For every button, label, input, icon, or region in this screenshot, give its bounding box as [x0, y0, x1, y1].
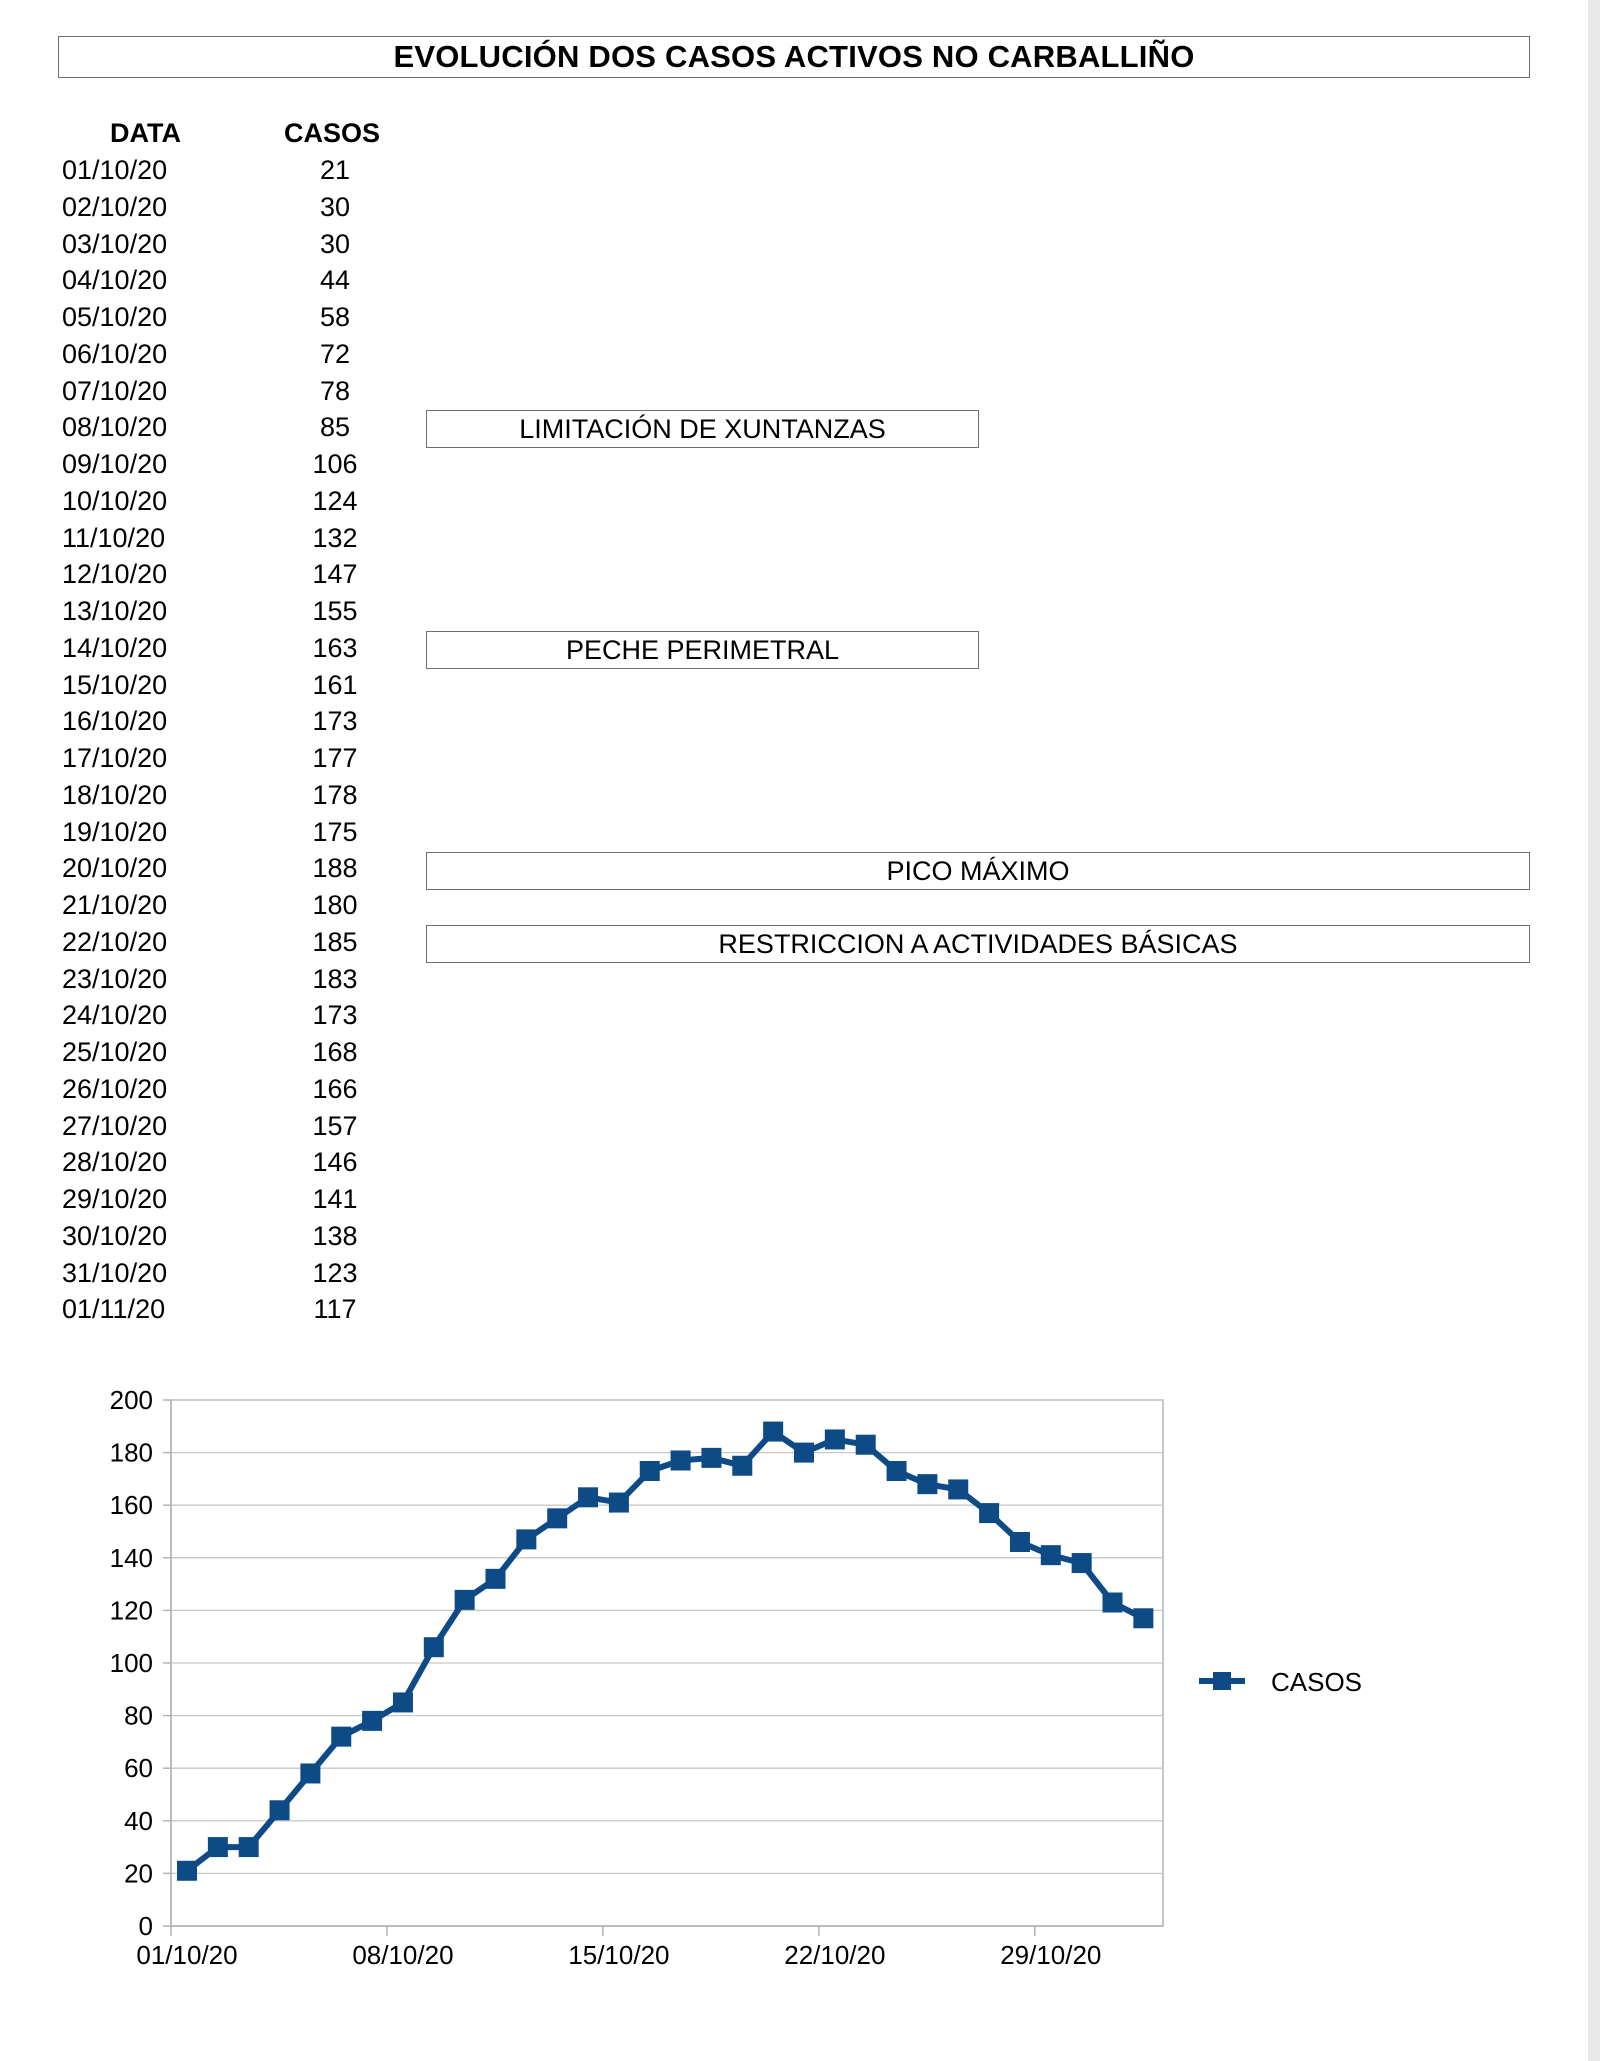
table-cell-cases: 58	[319, 302, 351, 332]
table-cell-date: 01/11/20	[62, 1294, 166, 1325]
legend-marker	[1213, 1672, 1231, 1690]
table-row	[0, 1109, 400, 1146]
table-cell-date: 15/10/20	[62, 669, 168, 700]
x-tick-label: 29/10/20	[1000, 1940, 1102, 1970]
table-row	[0, 190, 400, 227]
y-tick-label: 140	[109, 1542, 153, 1573]
table-cell-cases: 123	[312, 1257, 358, 1288]
data-point	[917, 1474, 937, 1494]
table-cell-date: 25/10/20	[62, 1037, 168, 1067]
line-chart	[0, 1360, 1600, 2000]
table-cell-date: 05/10/20	[62, 302, 168, 332]
data-point	[331, 1727, 351, 1747]
data-point	[1103, 1593, 1123, 1613]
table-row	[0, 962, 400, 999]
table-cell-date: 23/10/20	[62, 963, 168, 994]
note-restriccion: RESTRICCION A ACTIVIDADES BÁSICAS	[426, 925, 1530, 963]
table-cell-cases: 175	[312, 816, 358, 847]
y-tick-label: 200	[109, 1385, 153, 1415]
table-row	[0, 1072, 400, 1109]
table-row	[0, 1182, 400, 1219]
table-row	[0, 1035, 400, 1072]
table-row	[0, 594, 400, 631]
table-cell-date: 31/10/20	[62, 1257, 168, 1288]
data-point	[887, 1461, 907, 1481]
table-row	[0, 447, 400, 484]
table-cell-date: 16/10/20	[62, 706, 168, 737]
table-cell-date: 14/10/20	[62, 632, 168, 663]
data-point	[393, 1692, 413, 1712]
x-tick-label: 22/10/20	[784, 1940, 886, 1970]
table-cell-cases: 44	[319, 265, 351, 296]
table-row	[0, 631, 400, 668]
table-cell-date: 20/10/20	[62, 853, 168, 884]
table-row	[0, 337, 400, 374]
data-point	[609, 1493, 629, 1513]
table-cell-date: 28/10/20	[62, 1147, 168, 1178]
data-point	[300, 1763, 320, 1783]
data-point	[763, 1422, 783, 1442]
data-point	[948, 1479, 968, 1499]
table-row	[0, 668, 400, 705]
note-peche-perimetral: PECHE PERIMETRAL	[426, 631, 979, 669]
table-row	[0, 227, 400, 264]
table-cell-cases: 85	[319, 412, 351, 443]
data-point	[424, 1637, 444, 1657]
data-point	[1072, 1553, 1092, 1573]
table-cell-date: 21/10/20	[62, 890, 168, 920]
table-row	[0, 741, 400, 778]
data-point	[671, 1450, 691, 1470]
table-cell-cases: 173	[312, 1000, 358, 1031]
data-point	[362, 1711, 382, 1731]
table-cell-cases: 138	[312, 1220, 358, 1251]
table-cell-date: 04/10/20	[62, 265, 168, 296]
legend-label: CASOS	[1271, 1667, 1363, 1697]
y-tick-label: 80	[124, 1700, 153, 1731]
table-row	[0, 300, 400, 337]
page-title: EVOLUCIÓN DOS CASOS ACTIVOS NO CARBALLIÑO	[58, 36, 1530, 78]
table-cell-date: 09/10/20	[62, 449, 168, 479]
data-point	[1133, 1608, 1153, 1628]
table-cell-cases: 117	[313, 1294, 357, 1325]
table-row	[0, 888, 400, 925]
data-point	[701, 1448, 721, 1468]
y-tick-label: 60	[124, 1753, 153, 1784]
data-point	[547, 1508, 567, 1528]
data-point	[177, 1861, 197, 1881]
data-point	[856, 1435, 876, 1455]
table-cell-cases: 78	[319, 375, 351, 406]
table-row	[0, 815, 400, 852]
table-cell-cases: 177	[312, 743, 358, 773]
table-cell-date: 26/10/20	[62, 1073, 168, 1104]
data-point	[979, 1503, 999, 1523]
y-tick-label: 0	[138, 1911, 153, 1941]
y-tick-label: 180	[109, 1437, 153, 1468]
table-cell-cases: 30	[319, 228, 351, 259]
table-cell-cases: 141	[312, 1184, 358, 1214]
table-cell-cases: 30	[319, 191, 351, 222]
table-header-date: DATA	[110, 118, 181, 148]
table-cell-date: 06/10/20	[62, 338, 168, 369]
table-row	[0, 521, 400, 558]
table-row	[0, 1256, 400, 1293]
y-tick-label: 100	[109, 1648, 153, 1678]
table-cell-cases: 163	[312, 632, 358, 663]
table-cell-cases: 166	[312, 1073, 358, 1104]
table-cell-cases: 146	[312, 1147, 358, 1178]
table-cell-date: 22/10/20	[62, 926, 168, 957]
table-row	[0, 1145, 400, 1182]
table-row	[0, 778, 400, 815]
note-pico-maximo: PICO MÁXIMO	[426, 852, 1530, 890]
table-row	[0, 851, 400, 888]
table-cell-date: 07/10/20	[62, 375, 168, 406]
table-cell-cases: 180	[312, 890, 358, 920]
table-row	[0, 374, 400, 411]
data-point	[455, 1590, 475, 1610]
table-cell-cases: 106	[312, 449, 358, 479]
table-cell-cases: 161	[312, 669, 358, 700]
table-cell-date: 18/10/20	[62, 779, 168, 810]
data-table	[0, 153, 400, 1329]
table-row	[0, 263, 400, 300]
table-cell-cases: 185	[312, 926, 358, 957]
table-cell-date: 13/10/20	[62, 596, 168, 626]
data-point	[732, 1456, 752, 1476]
data-point	[270, 1800, 290, 1820]
y-tick-label: 160	[109, 1490, 153, 1521]
table-cell-cases: 168	[312, 1037, 358, 1067]
data-point	[486, 1569, 506, 1589]
data-point	[1041, 1545, 1061, 1565]
table-cell-date: 27/10/20	[62, 1110, 168, 1141]
note-limitacion-xuntanzas: LIMITACIÓN DE XUNTANZAS	[426, 410, 979, 448]
table-cell-cases: 188	[312, 853, 358, 884]
table-cell-date: 24/10/20	[62, 1000, 168, 1031]
table-cell-date: 11/10/20	[62, 522, 166, 553]
table-cell-date: 30/10/20	[62, 1220, 168, 1251]
table-cell-date: 10/10/20	[62, 485, 168, 516]
data-point	[239, 1837, 259, 1857]
data-point	[825, 1429, 845, 1449]
table-cell-cases: 178	[312, 779, 358, 810]
y-tick-label: 120	[109, 1595, 153, 1626]
y-tick-label: 40	[124, 1805, 153, 1836]
data-point	[578, 1487, 598, 1507]
table-row	[0, 1292, 400, 1329]
data-point	[516, 1529, 536, 1549]
table-cell-cases: 132	[312, 522, 358, 553]
table-cell-cases: 183	[312, 963, 358, 994]
table-cell-date: 03/10/20	[62, 228, 168, 259]
x-tick-label: 08/10/20	[352, 1940, 454, 1970]
table-cell-cases: 147	[312, 559, 358, 590]
table-row	[0, 1219, 400, 1256]
table-cell-date: 29/10/20	[62, 1184, 168, 1214]
data-point	[794, 1443, 814, 1463]
table-cell-date: 12/10/20	[62, 559, 168, 590]
y-tick-label: 20	[124, 1858, 153, 1889]
x-tick-label: 01/10/20	[136, 1940, 238, 1970]
table-cell-cases: 173	[312, 706, 358, 737]
x-tick-label: 15/10/20	[568, 1940, 670, 1970]
table-row	[0, 925, 400, 962]
table-row	[0, 153, 400, 190]
table-cell-cases: 21	[319, 155, 351, 185]
table-header-cases: CASOS	[284, 118, 381, 148]
data-point	[640, 1461, 660, 1481]
table-row	[0, 704, 400, 741]
table-cell-date: 19/10/20	[62, 816, 168, 847]
table-cell-date: 08/10/20	[62, 412, 168, 443]
table-cell-date: 01/10/20	[62, 155, 168, 185]
table-cell-date: 17/10/20	[62, 743, 168, 773]
table-cell-cases: 155	[312, 596, 358, 626]
table-cell-cases: 124	[312, 485, 358, 516]
table-cell-cases: 157	[312, 1110, 358, 1141]
table-row	[0, 998, 400, 1035]
table-row	[0, 557, 400, 594]
data-point	[208, 1837, 228, 1857]
table-row	[0, 410, 400, 447]
data-point	[1010, 1532, 1030, 1552]
table-cell-date: 02/10/20	[62, 191, 168, 222]
table-row	[0, 484, 400, 521]
table-cell-cases: 72	[319, 338, 351, 369]
